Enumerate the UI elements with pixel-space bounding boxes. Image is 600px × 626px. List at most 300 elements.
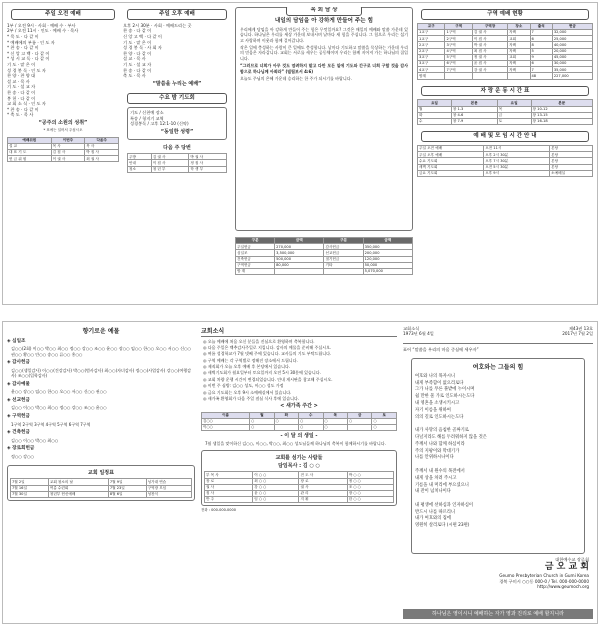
table-cell: 자택 xyxy=(508,61,530,67)
morning-order-line: 찬 양 · 찬 양 대 xyxy=(7,73,36,79)
table-cell: 화 xyxy=(418,112,452,118)
duty-table xyxy=(127,145,227,173)
offering-section-title: ◈ 감사헌금 xyxy=(7,360,30,366)
duty-title: 다음 주 당번 xyxy=(163,144,191,151)
morning-sermon: “공주의 소원의 성취” xyxy=(38,119,88,126)
news-title: 교회소식 xyxy=(201,328,397,337)
table-cell: 4교구 xyxy=(418,67,445,73)
calendar-box xyxy=(7,465,195,501)
table-cell: 80,000 xyxy=(275,262,324,268)
table-cell: 합계 xyxy=(418,73,445,79)
table-header: 장소 xyxy=(508,23,530,29)
table-cell: 3구역 xyxy=(445,42,472,48)
table-cell: 3교구 xyxy=(418,54,445,60)
poem-line: 의의 길로 인도하시는도다 xyxy=(415,414,464,420)
afternoon-order-line: 찬 송 · 다 같 이 xyxy=(123,67,152,73)
reading-row xyxy=(418,119,593,125)
table-cell: 박 집 사 xyxy=(85,149,119,155)
table-cell xyxy=(275,268,324,274)
table-cell: 7월 30일 xyxy=(11,491,49,497)
poem-line: 내 영혼을 소생시키시고 xyxy=(415,400,460,406)
table-cell: 목 사 xyxy=(85,143,119,149)
table-cell: 40,000 xyxy=(552,42,592,48)
table-cell: 주일헌금 xyxy=(236,244,275,250)
table-cell: 감사헌금 xyxy=(324,244,363,250)
table-cell: 목 사 xyxy=(51,143,85,149)
afternoon-order-line: 신 앙 고 백 · 다 같 이 xyxy=(123,34,162,40)
birthday-title: - 이 달 의 생일 - xyxy=(280,433,318,440)
table-cell: 120,000 xyxy=(363,256,412,262)
table-cell: 창 7-9 xyxy=(451,119,497,125)
offering-section-text: 윤○○ 장○○ 임○○ 한○○ 오○○ 서○○ 신○○ 권○○ xyxy=(11,389,107,395)
week-title: < 새가족 주간 > xyxy=(280,403,318,410)
table-cell: 청소 xyxy=(128,166,152,172)
morning-order-line: 1부 / 오전 9시 · 사회 · 예배 수 · 부사 xyxy=(7,22,76,28)
table-header: 다음주 xyxy=(85,137,119,143)
morning-note: * 표에는 일어서 주십시오 xyxy=(43,128,83,133)
contact-box xyxy=(201,450,397,506)
morning-order-line: 2부 / 오전 11시 · 인도 · 예배 수 · 목사 xyxy=(7,28,79,34)
table-cell: 김○○ xyxy=(202,418,250,424)
table-header: 구역 xyxy=(445,23,472,29)
morning-order xyxy=(7,23,119,118)
poem-line xyxy=(415,462,581,469)
table-cell: 수 xyxy=(418,119,452,125)
church-en: Geumo Presbyterian Church in Gumi Korea xyxy=(499,573,589,579)
table-cell: 박 권 사 xyxy=(472,42,507,48)
news-item: ◎ 금요 기도회는 오후 9시 소예배실에서 있습니다. xyxy=(203,389,292,395)
pastor-paragraph-4: 오늘도 주님의 은혜 가운데 승리하는 한 주가 되시기를 바랍니다. xyxy=(240,75,352,81)
table-cell: 청 년 부 xyxy=(151,166,189,172)
afternoon-order-line: 기 도 · 맡 은 이 xyxy=(123,39,152,45)
table-cell: 금 xyxy=(497,112,531,118)
table-cell: 창 13-15 xyxy=(531,112,592,118)
poem-line: 내 평생에 선하심과 인자하심이 xyxy=(415,502,474,508)
table-cell: 금요 기도회 xyxy=(418,170,484,176)
church-block xyxy=(499,557,589,589)
table-header: 헌금 xyxy=(552,23,592,29)
morning-order-line: 설 교 · 목 사 xyxy=(7,78,30,84)
table-cell: 3교구 xyxy=(418,61,445,67)
table-cell: 강 ○ ○ xyxy=(253,484,299,490)
table-cell: 교회 xyxy=(508,54,530,60)
table-cell: 장 로 xyxy=(299,478,347,484)
pastor-paragraph-2: 작은 일에 충성하는 사람이 큰 일에도 충성합니다. 날마다 기도하고 말씀을 묵상하는 가운데 우리의 믿음은 자라갑니다. 교회는 서로를 세우는 공동체이며 우리는 함께 지어져 가는 하나님의 집입니다. xyxy=(240,45,408,61)
poem-line: 내 잔이 넘치나이다 xyxy=(415,489,451,495)
poem-line xyxy=(415,496,581,503)
table-cell: 오전 5시 30분 xyxy=(484,164,550,170)
offering-section-title: ◈ 십일조 xyxy=(7,338,26,344)
cover-band: 하나님은 영이시니 예배하는 자가 영과 진리로 예배 할지니라 xyxy=(403,609,593,619)
table-cell: 5 xyxy=(530,48,552,54)
news-item: ◎ 새벽기도회가 월요일부터 토요일까지 오전 5시 30분에 있습니다. xyxy=(203,370,321,376)
table-cell: 2구역 xyxy=(445,36,472,42)
table-cell: ○ xyxy=(323,418,347,424)
offering-row xyxy=(236,268,413,274)
meta-date2: 2017년 7월 2일 xyxy=(562,331,593,336)
table-cell: 2교구 xyxy=(418,42,445,48)
table-cell: 한 ○ ○ xyxy=(347,497,393,503)
table-cell: 권 사 xyxy=(299,484,347,490)
afternoon-order-line: 찬 송 · 다 같 이 xyxy=(123,28,152,34)
table-cell: 20,000 xyxy=(552,48,592,54)
morning-order-line: 성 경 봉 독 · 인 도 자 xyxy=(7,67,46,73)
morning-order-line: 교 회 소 식 · 인 도 자 xyxy=(7,101,46,107)
table-cell: 5,070,000 xyxy=(363,268,412,274)
table-cell: 7 xyxy=(530,30,552,36)
table-cell: 6 xyxy=(530,61,552,67)
offering-section-title: ◈ 선교헌금 xyxy=(7,397,30,403)
table-cell: ○ xyxy=(372,425,397,431)
table-header: 구분 xyxy=(236,238,275,244)
table-cell: 창 4-6 xyxy=(451,112,497,118)
poem-line: 내게 상을 차려 주시고 xyxy=(415,475,457,481)
table-cell: 9 xyxy=(530,54,552,60)
table-cell: 8 xyxy=(530,42,552,48)
table-cell: 270,000 xyxy=(275,244,324,250)
table-cell: 자택 xyxy=(508,67,530,73)
contact-row xyxy=(205,497,394,503)
table-cell: 6 xyxy=(530,36,552,42)
poem-line: 여호와 나의 목자시니 xyxy=(415,373,456,379)
contact-title: 교회를 섬기는 사람들 xyxy=(275,454,323,461)
church-name: 금 오 교 회 xyxy=(544,562,589,572)
table-cell: 성찬식 xyxy=(146,491,191,497)
news-items xyxy=(201,339,397,402)
table-cell: 7월 23일 xyxy=(108,485,146,491)
table-cell: 관 리 xyxy=(299,490,347,496)
meta-issue: 제43권 13호 xyxy=(568,326,593,331)
table-cell: 최 ○ ○ xyxy=(253,478,299,484)
table-cell: 학 생 부 xyxy=(189,166,227,172)
table-header: 이름 xyxy=(202,412,250,418)
table-header: 본문 xyxy=(451,100,497,106)
offering-section-text: 김○○ 이○○ 박○○ 최○○ xyxy=(11,437,59,443)
table-header: 월 xyxy=(250,412,274,418)
wednesday-order-line: 기도 / 신천예 장소 xyxy=(130,109,164,115)
reading-title: 자 랑 운 동 시 간 표 xyxy=(421,86,589,97)
table-cell: 자택 xyxy=(508,48,530,54)
table-header: 이번주 xyxy=(51,137,85,143)
table-cell: 1교구 xyxy=(418,36,445,42)
table-cell: 30,000 xyxy=(552,61,592,67)
table-cell: 새벽 기도회 xyxy=(418,164,484,170)
table-cell: ○ xyxy=(348,418,372,424)
table-cell: 월 xyxy=(418,106,452,112)
table-cell: ○ xyxy=(299,418,323,424)
table-cell: ○ xyxy=(250,425,274,431)
table-header: 교구 xyxy=(418,23,445,29)
wednesday-sermon: “동일한 성령” xyxy=(160,128,194,135)
table-cell: 권 사 xyxy=(205,484,253,490)
table-cell: 45,000 xyxy=(552,54,592,60)
offering-section-title: ◈ 감사예물 xyxy=(7,381,30,387)
table-cell: 오전 11시 xyxy=(484,146,550,152)
staff-table xyxy=(7,137,119,163)
afternoon-order-line: 오후 2시 30분 · 사회 · 예배드리는 곳 xyxy=(123,22,192,28)
table-cell: 227,000 xyxy=(552,73,592,79)
table-cell: 윤 집 사 xyxy=(472,61,507,67)
table-cell: 창 1-3 xyxy=(451,106,497,112)
offering-table xyxy=(235,237,413,275)
table-cell xyxy=(274,425,298,431)
morning-order-line: 기 도 · 설 교 자 xyxy=(7,84,36,90)
table-cell: 자택 xyxy=(508,42,530,48)
pastor-paragraph-1: 우리에게 담임을 아 강하게 만들어 주는 힘은 무엇일까요? 그것은 매일의 예배와 말씀 가운데 있습니다. 하나님은 우리를 세상 가운데 보내시며 날마다 새 힘을 주십니다. 그 힘으로 우리는 섬기고 사랑하며 이웃과 함께 걸어갑니다. xyxy=(240,26,408,43)
table-cell: 350,000 xyxy=(363,244,412,250)
offering-section-text: 김○○ 이○○ 박○○ 최○○ 정○○ 강○○ 조○○ 윤○○ xyxy=(11,405,107,411)
church-small: 대한예수교 장로회 xyxy=(555,556,589,562)
table-cell: 500,000 xyxy=(275,256,324,262)
pastor-title: 목 회 담 상 xyxy=(286,7,362,16)
pastor-column xyxy=(235,7,413,300)
afternoon-order-line: 축 도 · 목 사 xyxy=(123,73,146,79)
poem-title: 여호와는 그들의 힘 xyxy=(472,364,524,372)
table-cell: 본당 xyxy=(550,152,593,158)
duty-row xyxy=(128,166,227,172)
table-cell: 장 로 xyxy=(205,478,253,484)
table-cell: 최 집 사 xyxy=(472,48,507,54)
afternoon-column xyxy=(123,7,231,300)
table-cell: 자택 xyxy=(508,30,530,36)
table-cell xyxy=(472,73,507,79)
table-cell: 교회 청소의 날 xyxy=(48,479,108,485)
poem-line: 영원히 살리로다 (시편 23편) xyxy=(415,523,470,529)
table-cell: 이 집 사 xyxy=(472,36,507,42)
week-row xyxy=(202,425,397,431)
afternoon-title: 주일 오후 예배 xyxy=(127,9,227,20)
offering-section-title: ◈ 구역헌금 xyxy=(7,413,30,419)
table-cell: 정 권 사 xyxy=(472,54,507,60)
offering-section-title: ◈ 장로회헌금 xyxy=(7,446,35,452)
poem-line: 나를 안위하시나이다 xyxy=(415,455,454,461)
afternoon-order-line: 성 경 봉 독 · 사 회 자 xyxy=(123,45,162,51)
poem-line: 반드시 나를 따르리니 xyxy=(415,509,456,515)
pastor-paragraph-3: “그러므로 너희가 아무 것도 염려하지 말고 다만 모든 일에 기도와 간구로 너희 구할 것을 감사함으로 하나님께 아뢰라” (빌립보서 4:6) xyxy=(240,63,408,74)
table-cell: 부 목 사 xyxy=(205,472,253,478)
morning-order-line: * 찬 송 · 다 같 이 xyxy=(7,45,39,51)
table-header: 예배위원 xyxy=(8,137,52,143)
table-cell: 6구역 xyxy=(445,61,472,67)
table-header: 요일 xyxy=(418,100,452,106)
table-cell: 창 16-18 xyxy=(531,119,592,125)
table-cell: 집 사 xyxy=(205,490,253,496)
news-footer: 전화 : 000-000-0000 xyxy=(201,508,236,513)
table-cell: 주방 xyxy=(128,154,152,160)
meetings-title: 예 배 및 모 임 시 간 안 내 xyxy=(421,131,589,142)
table-cell: 합 계 xyxy=(236,268,275,274)
meta-left: 교회소식 xyxy=(403,326,420,331)
table-cell: 본당 xyxy=(550,158,593,164)
table-cell xyxy=(445,73,472,79)
news-item: ◎ 이번 주 심방: 김○○ 성도, 이○○ 성도 가정 xyxy=(203,383,284,389)
offering-section-title: ◈ 건축헌금 xyxy=(7,429,30,435)
cell-row xyxy=(418,73,593,79)
staff-row xyxy=(8,156,119,162)
table-cell: 32,000 xyxy=(552,30,592,36)
table-cell: 주일 오후 예배 xyxy=(418,152,484,158)
table-cell: 주일 오전 예배 xyxy=(418,146,484,152)
table-cell: 박 ○ ○ xyxy=(347,472,393,478)
morning-order-line: * 성 시 교 독 · 다 같 이 xyxy=(7,56,50,62)
wednesday-order-line: 성경봉독 / 고후 12:1-10 (신약) xyxy=(130,121,189,127)
table-cell: 대 표 기 도 xyxy=(8,149,52,155)
info-column xyxy=(417,7,593,300)
calendar-title: 교회 일정표 xyxy=(88,470,114,477)
table-cell: ○ xyxy=(299,425,323,431)
table-cell: 전 도 사 xyxy=(299,472,347,478)
table-cell: 김 집 사 xyxy=(51,149,85,155)
table-cell: 김 권 사 xyxy=(472,30,507,36)
table-cell: 목 xyxy=(497,106,531,112)
poem-line: 내게 부족함이 없으리로다 xyxy=(415,380,464,386)
morning-order-line: 찬 송 · 다 같 이 xyxy=(7,90,36,95)
offerings-column xyxy=(7,326,195,619)
table-cell: 기타 xyxy=(324,262,363,268)
poem-line: 주의 지팡이와 막대기가 xyxy=(415,448,460,454)
table-cell: 절기헌금 xyxy=(324,256,363,262)
table-cell: ○ xyxy=(250,418,274,424)
table-cell: 여름 수련회 xyxy=(48,485,108,491)
table-cell: 이 권 사 xyxy=(51,156,85,162)
table-cell: 2교구 xyxy=(418,48,445,54)
table-cell: 3,500,000 xyxy=(275,250,324,256)
table-cell: 7월 9일 xyxy=(108,479,146,485)
morning-order-line: * 묵 도 · 다 같 이 xyxy=(7,34,39,40)
cover-column xyxy=(403,326,593,619)
offering-section-text: 1구역 2구역 3구역 4구역 5구역 6구역 7구역 xyxy=(11,421,91,427)
table-cell: 본당 xyxy=(550,146,593,152)
morning-title: 주일 오전 예배 xyxy=(11,9,115,20)
table-cell: 오후 2시 30분 xyxy=(484,152,550,158)
table-cell: 최 권 사 xyxy=(85,156,119,162)
table-cell: 안내 xyxy=(128,160,152,166)
table-cell: 7 xyxy=(530,67,552,73)
pastor-headline: 내일의 담임을 아 강하게 만들어 주는 힘 xyxy=(274,17,374,24)
table-cell: 창 10-12 xyxy=(531,106,592,112)
table-header: 금액 xyxy=(363,238,412,244)
reading-table xyxy=(417,99,593,125)
offering-section-text: 김○○(2회) 이○○ 박○○ 최○○ 정○○ 강○○ 조○○ 윤○○ 장○○ 임○○ 한○○ 오○○ 서○○ 신○○ 권○○ 황○○ 안○○ 송○○ 류○○ 홍○○ xyxy=(11,346,191,357)
wednesday-order-line: 특송 / 청지기 교역 xyxy=(130,115,164,121)
news-item: ◎ 교회 차량 운행 시간이 변경되었습니다. 안내 게시판을 참고해 주십시오. xyxy=(203,376,333,382)
church-web[interactable]: http://www.geumoch.org xyxy=(537,583,589,589)
poem-line: 그가 나를 푸른 풀밭에 누이시며 xyxy=(415,387,475,393)
table-cell: 교회 xyxy=(508,36,530,42)
afternoon-sermon: “말씀을 누리는 예배” xyxy=(152,80,202,87)
meta-date: 1973년 6월 4일 xyxy=(403,331,434,336)
table-cell: 구역헌금 xyxy=(236,262,275,268)
table-cell: 선교헌금 xyxy=(324,250,363,256)
table-cell: 소예배실 xyxy=(550,170,593,176)
table-cell: 오후 7시 30분 xyxy=(484,158,550,164)
poem-line: 기름을 내 머리에 부으셨으니 xyxy=(415,482,469,488)
week-table xyxy=(201,412,397,432)
table-cell: 7월 16일 xyxy=(11,485,49,491)
table-cell: 50,000 xyxy=(363,262,412,268)
table-header: 목 xyxy=(323,412,347,418)
table-cell: 구역장 모임 xyxy=(146,485,191,491)
table-cell: 오후 9시 xyxy=(484,170,550,176)
pastor-letter xyxy=(235,7,413,231)
morning-order-line: 기 도 · 맡 은 이 xyxy=(7,62,36,68)
offering-sections xyxy=(7,339,195,460)
calendar-row xyxy=(11,491,192,497)
news-item: ◎ 새가족 환영회가 다음 주일 점심 식사 후에 있습니다. xyxy=(203,396,300,402)
afternoon-order-line: 설 교 · 목 사 xyxy=(123,56,146,62)
poem-line: 자기 이름을 위하여 xyxy=(415,407,451,413)
table-cell: 장 ○ ○ xyxy=(347,490,393,496)
poem-line: 쉴 만한 물 가로 인도하시는도다 xyxy=(415,394,475,400)
table-cell: 48 xyxy=(530,73,552,79)
table-cell: 이 ○ ○ xyxy=(253,472,299,478)
table-cell: 7구역 xyxy=(445,67,472,73)
morning-column xyxy=(7,7,119,300)
table-cell: 건축헌금 xyxy=(236,256,275,262)
morning-order-line: 봉 헌 · 다 같 이 xyxy=(7,95,36,101)
table-header: 토 xyxy=(372,412,397,418)
poem-line: 다닐지라도 해를 두려워하지 않을 것은 xyxy=(415,434,487,440)
table-cell: 25,000 xyxy=(552,36,592,42)
table-cell: 지 휘 xyxy=(299,497,347,503)
cell-title: 구역 예배 현황 xyxy=(421,9,589,20)
afternoon-order-line: 찬 양 · 다 같 이 xyxy=(123,50,152,56)
table-cell: ○ xyxy=(323,425,347,431)
table-header: 출석 xyxy=(530,23,552,29)
table-header: 금 xyxy=(348,412,372,418)
table-cell: 수요 기도회 xyxy=(418,158,484,164)
table-cell: 본당 xyxy=(550,164,593,170)
table-header: 수 xyxy=(299,412,323,418)
cell-table xyxy=(417,23,593,80)
table-cell xyxy=(324,268,363,274)
bulletin-title: 향기로운 예물 xyxy=(82,328,120,335)
table-cell: 박 권 사 xyxy=(189,154,227,160)
afternoon-order-line: 기 도 · 설 교 자 xyxy=(123,62,152,68)
table-cell: 35,000 xyxy=(552,67,592,73)
news-item: ◎ 오늘 예배에 처음 오신 분들을 진심으로 환영하며 축복합니다. xyxy=(203,338,315,344)
table-cell: 이 집 사 xyxy=(151,160,189,166)
table-cell: ○ xyxy=(274,418,298,424)
table-header: 요일 xyxy=(497,100,531,106)
poem-box xyxy=(411,358,585,554)
wednesday-title: 수요 밤 기도회 xyxy=(127,93,227,104)
poem-lines xyxy=(415,374,581,530)
table-cell: 7월 2일 xyxy=(11,479,49,485)
table-cell: 정 ○ ○ xyxy=(347,478,393,484)
table-cell: 200,000 xyxy=(363,250,412,256)
table-cell: 임 ○ ○ xyxy=(253,497,299,503)
offering-section-text: 김○○(생일감사) 이○○(건강감사) 박○○(범사감사) 최○○(자녀감사) 정○○(사업감사) 강○○(여행감사) 조○○(입학감사) xyxy=(11,367,191,379)
table-cell: 강 권 사 xyxy=(472,67,507,73)
table-header: 화 xyxy=(274,412,298,418)
table-cell: 성가대 연습 xyxy=(146,479,191,485)
table-cell: 청년부 헌신예배 xyxy=(48,491,108,497)
news-item: ◎ 제직회가 오늘 오후 예배 후 본당에서 있습니다. xyxy=(203,364,291,370)
table-cell: 김 권 사 xyxy=(151,154,189,160)
table-cell: 이○○ xyxy=(202,425,250,431)
poem-line: 주께서 내 원수의 목전에서 xyxy=(415,468,465,474)
birthday-text: 7월 생일을 맞이하신 김○○, 이○○, 박○○, 최○○ 성도님들께 하나님의 축복이 함께하시기를 바랍니다. xyxy=(205,441,386,447)
church-addr: 경북 구미시 ○○동 000-0 / Tel. 000-000-0000 xyxy=(499,578,589,584)
contact-sub: 담임목사 : 김 ○ ○ xyxy=(278,463,320,470)
table-cell: 8월 6일 xyxy=(108,491,146,497)
table-header: 구분 xyxy=(324,238,363,244)
table-cell: ○ xyxy=(372,418,397,424)
morning-order-line: * 신 앙 고 백 · 다 같 이 xyxy=(7,50,50,56)
table-cell: 윤 ○ ○ xyxy=(253,490,299,496)
poem-line: 주께서 나와 함께 하심이라 xyxy=(415,441,465,447)
